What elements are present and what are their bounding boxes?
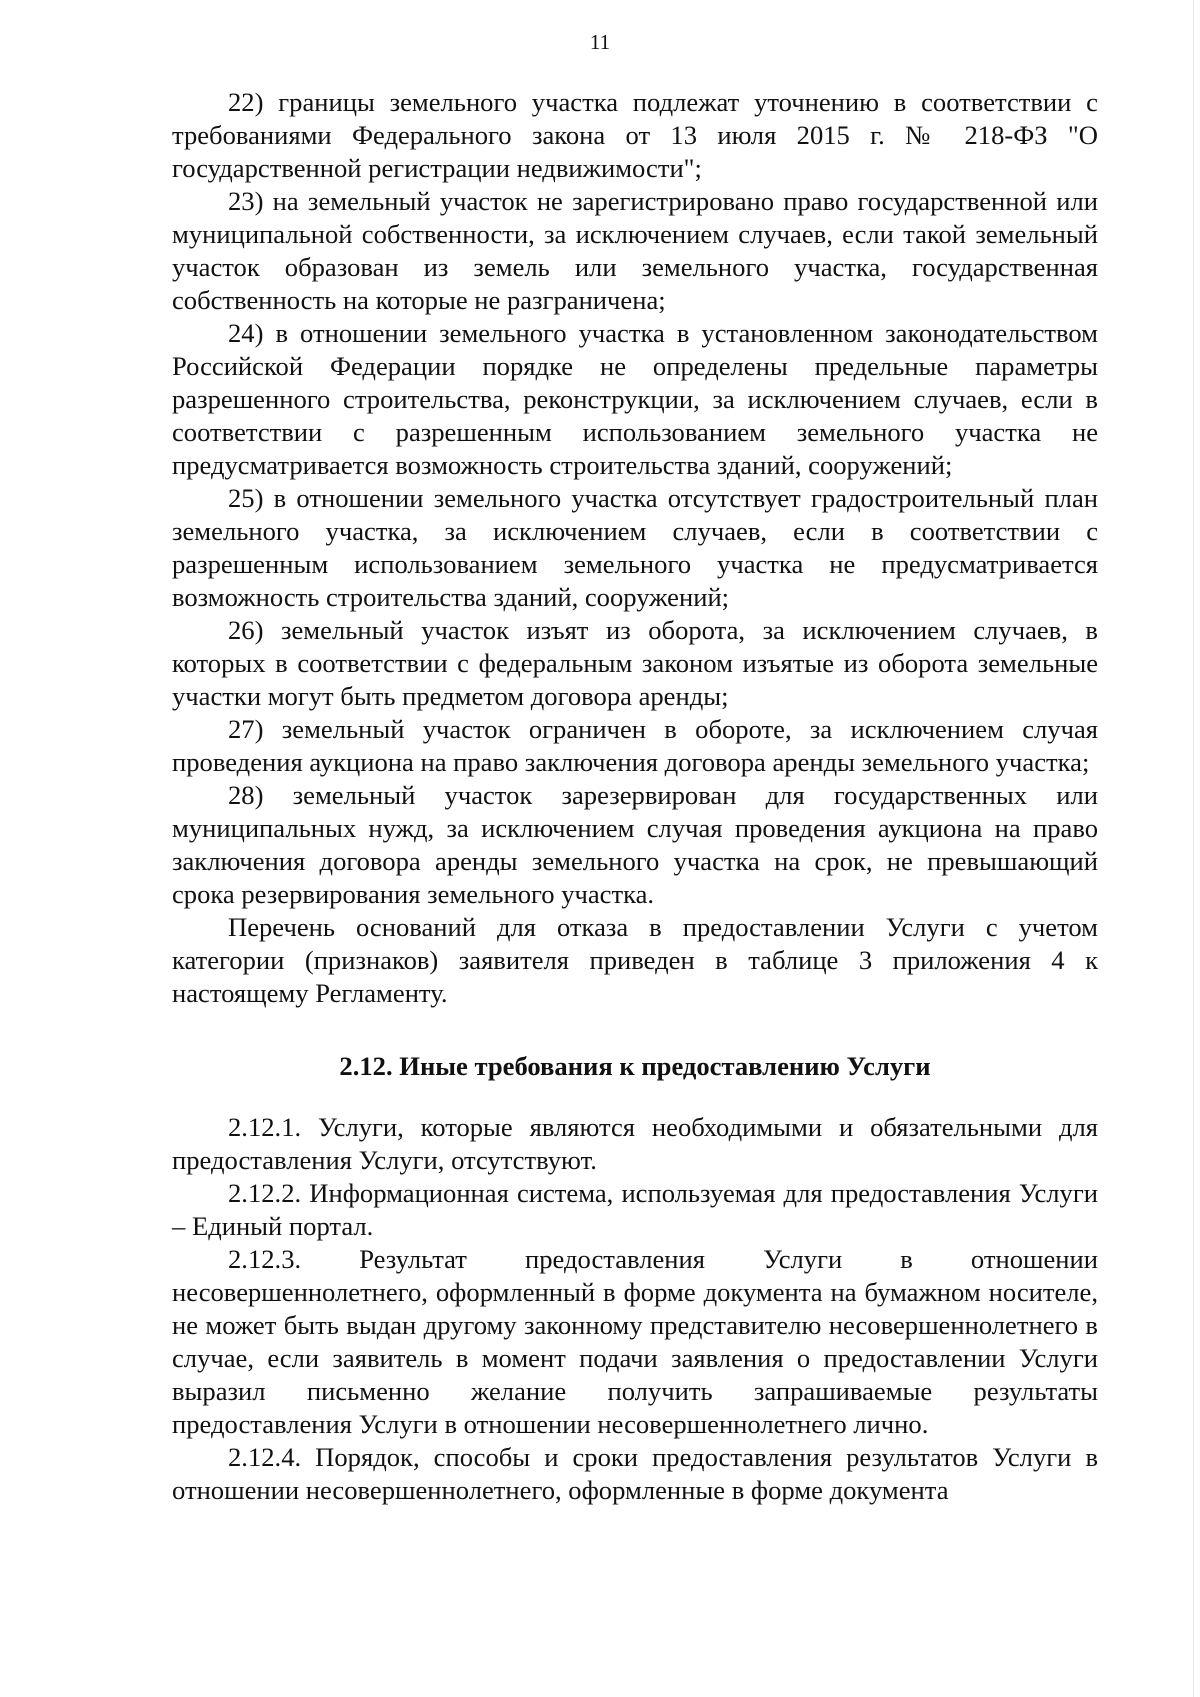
list-item-24: 24) в отношении земельного участка в установленном законодательством Российской Федерации порядке не определены предельные параметры разрешенного строительства, реконструкции, за исключением случаев, если в соответствии с разрешенным использованием земельного участка не предусматривается возможность строительства зданий, сооружений; — [172, 318, 1098, 480]
scan-edge-line — [1193, 0, 1194, 1697]
document-body — [172, 86, 1098, 1507]
refusal-grounds-paragraph: Перечень оснований для отказа в предоставлении Услуги с учетом категории (признаков) заявителя приведен в таблице 3 приложения 4 к настоящему Регламенту. — [172, 912, 1098, 1008]
paragraph-2-12-1: 2.12.1. Услуги, которые являются необходимыми и обязательными для предоставления Услуги, отсутствуют. — [172, 1112, 1098, 1175]
list-item-26: 26) земельный участок изъят из оборота, за исключением случаев, в которых в соответствии с федеральным законом изъятые из оборота земельные участки могут быть предметом договора аренды; — [172, 615, 1098, 711]
paragraph-2-12-2: 2.12.2. Информационная система, используемая для предоставления Услуги – Единый портал. — [172, 1178, 1098, 1241]
list-item-23: 23) на земельный участок не зарегистрировано право государственной или муниципальной собственности, за исключением случаев, если такой земельный участок образован из земель или земельного участка, государственная собственность на которые не разграничена; — [172, 186, 1098, 315]
paragraph-2-12-4: 2.12.4. Порядок, способы и сроки предоставления результатов Услуги в отношении несовершеннолетнего, оформленные в форме документа — [172, 1442, 1098, 1505]
list-item-25: 25) в отношении земельного участка отсутствует градостроительный план земельного участка, за исключением случаев, если в соответствии с разрешенным использованием земельного участка не предусматривается возможность строительства зданий, сооружений; — [172, 483, 1098, 612]
paragraph-2-12-3: 2.12.3. Результат предоставления Услуги в отношении несовершеннолетнего, оформленный в форме документа на бумажном носителе, не может быть выдан другому законному представителю несовершеннолетнего в случае, если заявитель в момент подачи заявления о предоставлении Услуги выразил письменно желание получить запрашиваемые результаты предоставления Услуги в отношении несовершеннолетнего лично. — [172, 1244, 1098, 1439]
list-item-28: 28) земельный участок зарезервирован для государственных или муниципальных нужд, за исключением случая проведения аукциона на право заключения договора аренды земельного участка на срок, не превышающий срока резервирования земельного участка. — [172, 780, 1098, 909]
page-number: 11 — [589, 30, 611, 54]
list-item-27: 27) земельный участок ограничен в обороте, за исключением случая проведения аукциона на право заключения договора аренды земельного участка; — [172, 714, 1098, 777]
section-heading: 2.12. Иные требования к предоставлению Услуги — [339, 1051, 931, 1081]
list-item-22: 22) границы земельного участка подлежат уточнению в соответствии с требованиями Федерального закона от 13 июля 2015 г. № 218-ФЗ "О государственной регистрации недвижимости"; — [172, 87, 1098, 183]
